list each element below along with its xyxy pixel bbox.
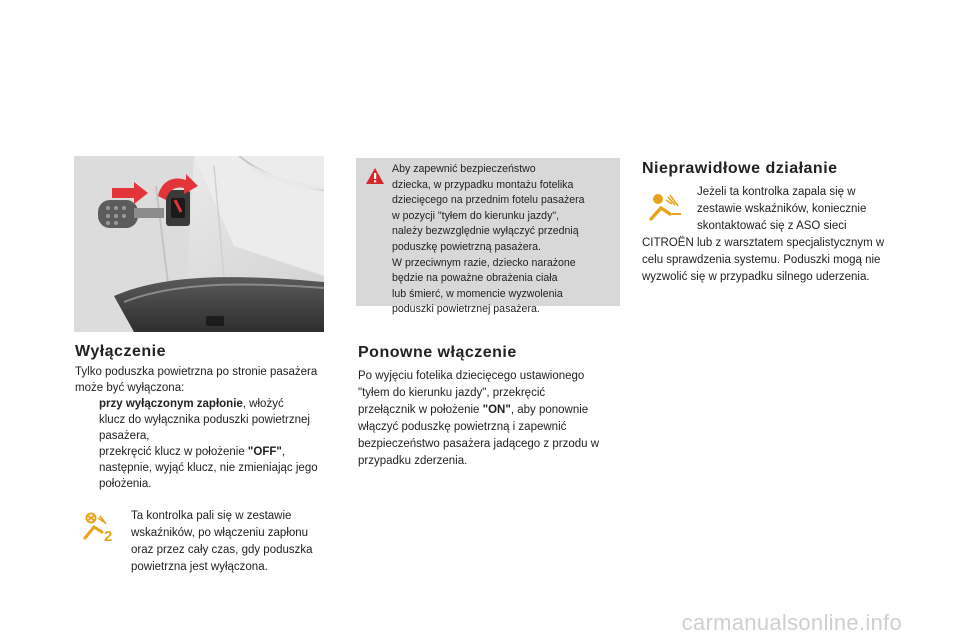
warning-line: Aby zapewnić bezpieczeństwo [392,163,536,175]
step-item [75,396,345,444]
exclamation-icon [365,167,385,185]
malfunction-line: zestawie wskaźników, koniecznie [697,203,867,215]
svg-text:2: 2 [104,528,113,542]
warning-line: poduszkę powietrzną pasażera. [392,240,541,253]
reactivation-body [358,368,628,470]
reactivation-line: bezpieczeństwo pasażera jadącego z przodu w [358,438,600,450]
step1-text: , włożyć [242,398,284,410]
on-label: "ON" [482,404,511,416]
malfunction-line: skontaktować się z ASO sieci [697,220,847,232]
step2-text: przekręcić klucz w położenie [99,446,248,458]
off-label: "OFF" [247,446,282,458]
warning-text [392,162,616,318]
warning-line: dziecięcego na przednim fotelu pasażera [392,194,585,207]
malfunction-indented [697,184,917,235]
deactivation-intro: może być wyłączona: [75,382,185,394]
reactivation-line [358,402,628,419]
warning-line: będzie na poważne obrażenia ciała [392,272,558,285]
warning-line: dziecka, w przypadku montażu fotelika [392,178,574,191]
step3-text: położenia. [99,478,152,490]
reactivation-line: Po wyjęciu fotelika dziecięcego ustawionego [358,370,585,382]
malfunction-line: wyzwolić się w przypadku silnego uderzenia. [642,271,870,283]
warning-line: poduszki powietrznej pasażera. [392,303,540,316]
note-line: oraz przez cały czas, gdy poduszka [131,544,313,556]
reactivation-line: "tyłem do kierunku jazdy", przekręcić [358,387,546,399]
airbag-warning-icon [648,192,684,222]
step-item [75,460,345,492]
warning-line: W przeciwnym razie, dziecko narażone [392,256,576,269]
malfunction-line: CITROËN lub z warsztatem specjalistycznym w [642,237,885,249]
dashboard-photo [74,156,324,332]
note-line: powietrzna jest wyłączona. [131,561,268,573]
note-line: Ta kontrolka pali się w zestawie [131,510,292,522]
malfunction-line: Jeżeli ta kontrolka zapala się w [697,186,856,198]
warning-line: w pozycji "tyłem do kierunku jazdy", [392,209,560,222]
note-line: wskaźników, po włączeniu zapłonu [131,527,309,539]
watermark: carmanualsonline.info [681,610,902,635]
step1-emphasis: przy wyłączonym zapłonie [99,398,243,410]
step3-text: następnie, wyjąć klucz, nie zmieniając jego [99,462,318,474]
deactivation-title: Wyłączenie [75,343,166,360]
airbag-switch-illustration [74,156,324,332]
warning-box [356,158,620,316]
reactivation-line: włączyć poduszkę powietrzną i zapewnić [358,421,567,433]
airbag-off-note [131,508,341,576]
warning-line: lub śmierć, w momencie wyzwolenia [392,287,563,300]
reactivation-title: Ponowne włączenie [358,344,517,361]
malfunction-line: celu sprawdzenia systemu. Poduszki mogą nie [642,254,881,266]
malfunction-body [642,235,922,286]
step-item [75,444,345,460]
reactivation-line: przypadku zderzenia. [358,455,468,467]
warning-line: należy bezwzględnie wyłączyć przednią [392,225,579,238]
step1-text: pasażera, [99,430,150,442]
deactivation-steps [75,396,345,492]
malfunction-title: Nieprawidłowe działanie [642,160,838,177]
airbag-off-icon [82,512,116,542]
deactivation-intro: Tylko poduszka powietrzna po stronie pasażera [75,366,318,378]
step1-text: klucz do wyłącznika poduszki powietrznej [99,414,310,426]
step2-text: , [281,446,286,458]
reactivation-text: , aby ponownie [510,404,589,416]
deactivation-body [75,364,345,492]
reactivation-text: przełącznik w położenie [358,404,483,416]
